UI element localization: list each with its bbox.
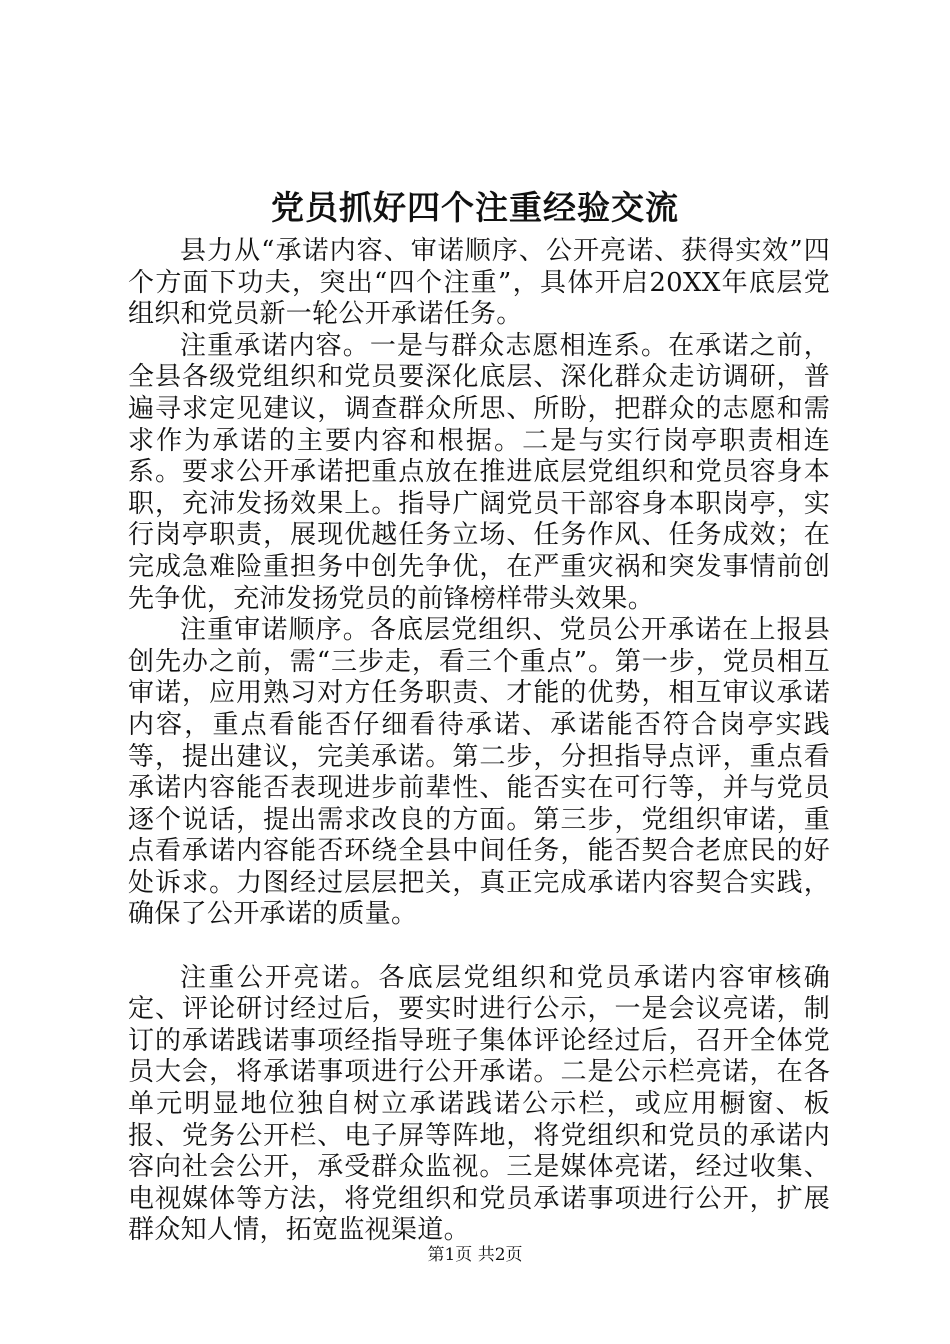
paragraph-review-order: 注重审诺顺序。各底层党组织、党员公开承诺在上报县创先办之前，需“三步走，看三个重点”。第一步，党员相互审诺，应用熟习对方任务职责、才能的优势，相互审议承诺内容，重点看能否仔细看待承诺、承诺能否符合岗亭实践等，提出建议，完美承诺。第二步，分担指导点评，重点看承诺内容能否表现进步前辈性、能否实在可行等，并与党员逐个说话，提出需求改良的方面。第三步，党组织审诺，重点看承诺内容能否环绕全县中间任务，能否契合老庶民的好处诉求。力图经过层层把关，真正完成承诺内容契合实践，确保了公开承诺的质量。 xyxy=(128,615,830,930)
paragraph-public-commitment: 注重公开亮诺。各底层党组织和党员承诺内容审核确定、评论研讨经过后，要实时进行公示，一是会议亮诺，制订的承诺践诺事项经指导班子集体评论经过后，召开全体党员大会，将承诺事项进行公开承诺。二是公示栏亮诺，在各单元明显地位独自树立承诺践诺公示栏，或应用橱窗、板报、党务公开栏、电子屏等阵地，将党组织和党员的承诺内容向社会公开，承受群众监视。三是媒体亮诺，经过收集、电视媒体等方法，将党组织和党员承诺事项进行公开，扩展群众知人情，拓宽监视渠道。 xyxy=(128,962,830,1246)
document-title: 党员抓好四个注重经验交流 xyxy=(271,188,679,227)
paragraph-intro: 县力从“承诺内容、审诺顺序、公开亮诺、获得实效”四个方面下功夫，突出“四个注重”，具体开启20XX年底层党组织和党员新一轮公开承诺任务。 xyxy=(128,236,830,330)
paragraph-commitment-content: 注重承诺内容。一是与群众志愿相连系。在承诺之前，全县各级党组织和党员要深化底层、深化群众走访调研，普遍寻求定见建议，调查群众所思、所盼，把群众的志愿和需求作为承诺的主要内容和根据。二是与实行岗亭职责相连系。要求公开承诺把重点放在推进底层党组织和党员容身本职，充沛发扬效果上。指导广阔党员干部容身本职岗亭，实行岗亭职责，展现优越任务立场、任务作风、任务成效；在完成急难险重担务中创先争优，在严重灾祸和突发事情前创先争优，充沛发扬党员的前锋榜样带头效果。 xyxy=(128,330,830,614)
page-footer: 第1页 共2页 xyxy=(427,1245,523,1265)
document-body xyxy=(128,236,830,1247)
